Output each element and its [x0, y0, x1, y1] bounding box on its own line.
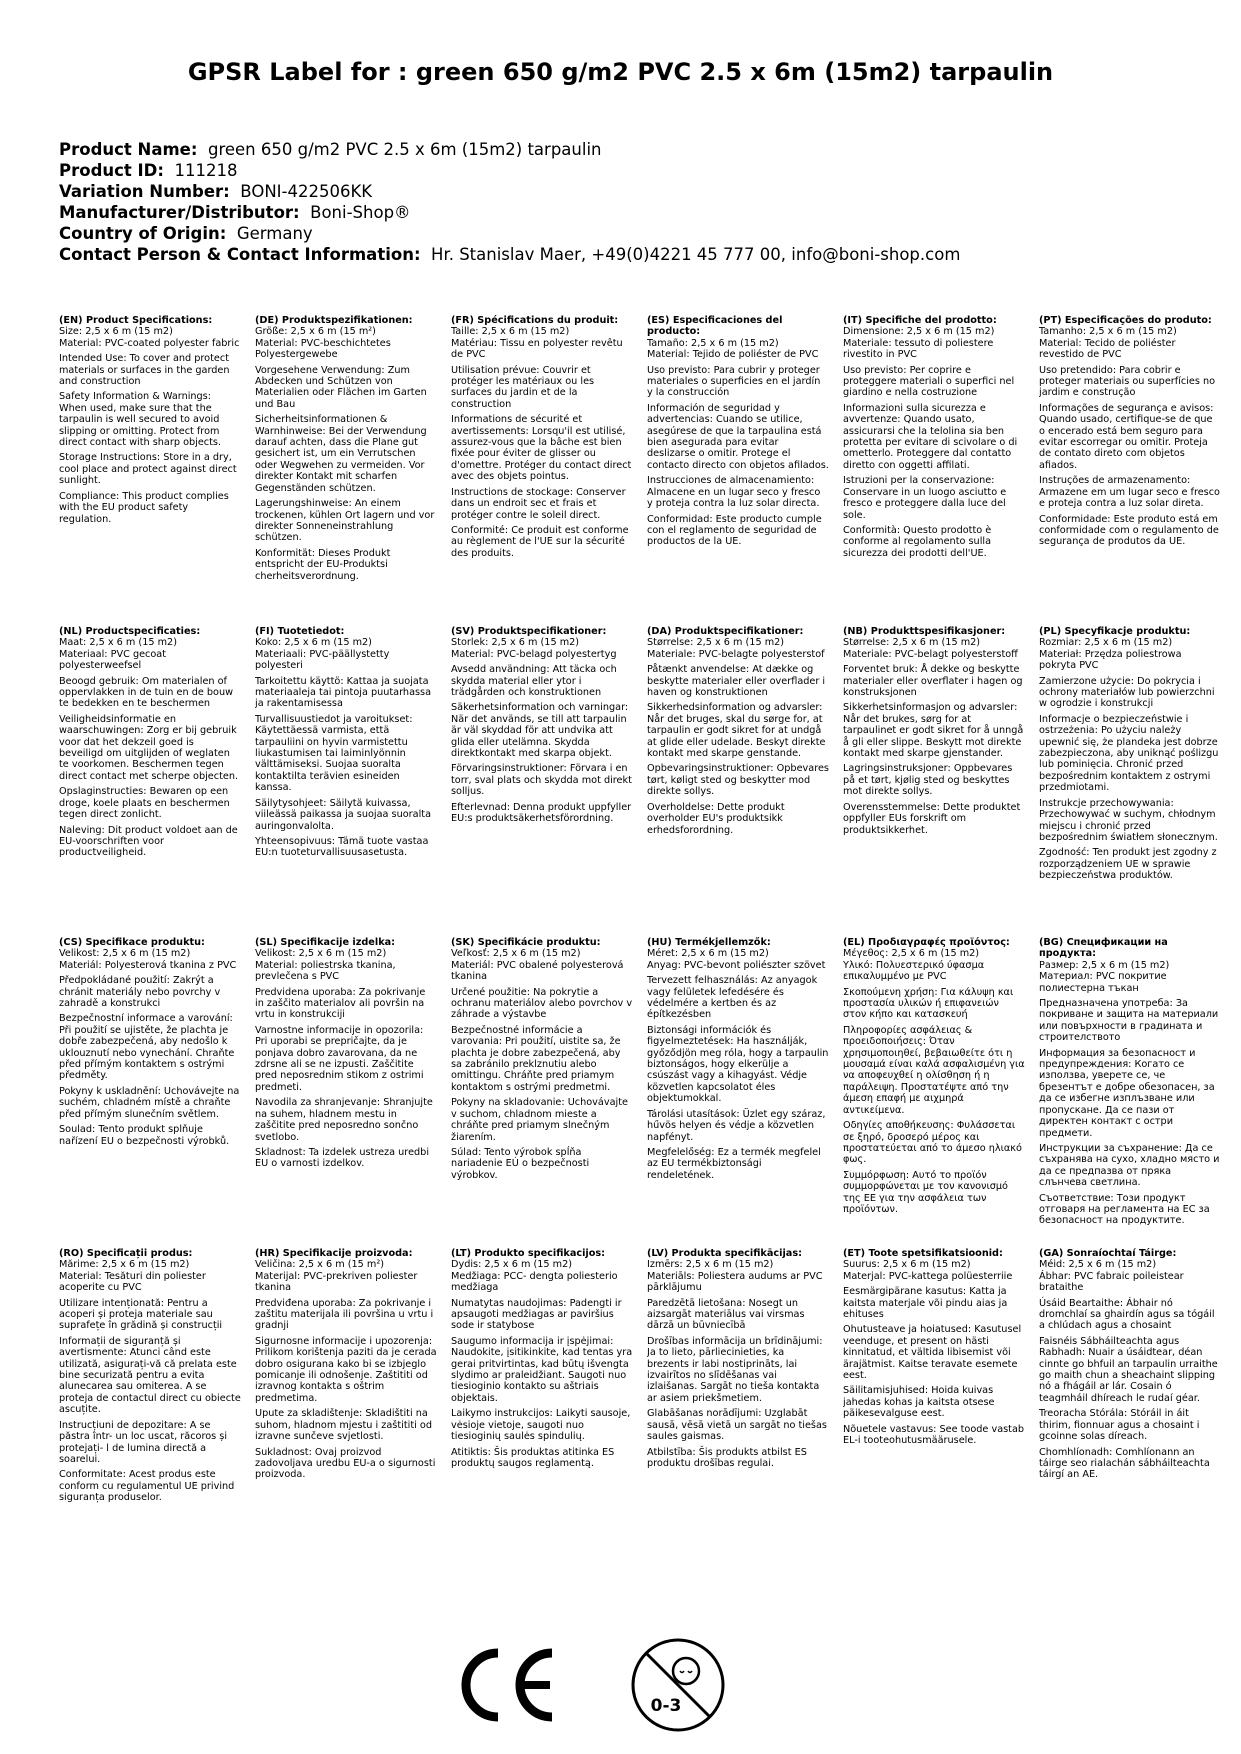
- spec-paragraph: Rozmiar: 2,5 x 6 m (15 m2) Materiał: Przędza poliestrowa pokryta PVC: [1039, 637, 1182, 672]
- spec-paragraph: Størrelse: 2,5 x 6 m (15 m2) Materiale: PVC-belagt polyesterstoff: [843, 637, 1018, 660]
- spec-paragraph: Lagerungshinweise: An einem trockenen, kühlen Ort lagern und vor direkter Sonneneinstrahlung schützen.: [255, 498, 435, 544]
- spec-paragraph: Tárolási utasítások: Üzlet egy száraz, hűvös helyen és védje a közvetlen napfényt.: [647, 1108, 826, 1143]
- spec-paragraph: Úsáid Beartaithe: Ábhair nó dromchlaí sa ghairdín agus sa tógáil a chlúdach agus a chosaint: [1039, 1297, 1215, 1332]
- spec-heading: (LV) Produkta specifikācijas:: [647, 1248, 802, 1259]
- info-row: [59, 139, 1189, 160]
- spec-heading: (LT) Produkto specifikacijos:: [451, 1248, 606, 1259]
- spec-paragraph: Koko: 2,5 x 6 m (15 m2) Materiaali: PVC-päällystetty polyesteri: [255, 637, 390, 672]
- spec-paragraph: Storage Instructions: Store in a dry, cool place and protect against direct sunlight.: [59, 452, 237, 487]
- spec-paragraph: Předpokládané použití: Zakrýt a chránit materiály nebo povrchy v zahradě a konstrukci: [59, 975, 221, 1010]
- spec-paragraph: Tervezett felhasználás: Az anyagok vagy felületek lefedésére és védelmére a kertben és az építkezésben: [647, 975, 818, 1021]
- spec-paragraph: Faisnéis Sábháilteachta agus Rabhadh: Nuair a úsáidtear, déan cinnte go bhfuil an tarpaulin urraithe go maith chun a sheachaint slipping nó a fhágáil ar lár. Cosain ó teagmháil dhíreach le rudaí géar.: [1039, 1335, 1218, 1404]
- spec-paragraph: Informații de siguranță și avertismente: Atunci când este utilizată, asigurați-vă că prelata este bine securizată pentru a evita alunecarea sau omiterea. A se proteja de contactul direct cu obiecte ascuțite.: [59, 1335, 241, 1416]
- spec-paragraph: Atbilstība: Šis produkts atbilst ES produktu drošības regulai.: [647, 1446, 807, 1469]
- spec-paragraph: Conformidad: Este producto cumple con el reglamento de seguridad de productos de la UE.: [647, 513, 822, 548]
- spec-section: [59, 1248, 241, 1508]
- spec-section: [1039, 1248, 1221, 1485]
- spec-section: [843, 626, 1025, 840]
- info-value: Hr. Stanislav Maer, +49(0)4221 45 777 00, info@boni-shop.com: [431, 245, 961, 264]
- spec-paragraph: Chomhlíonadh: Comhlíonann an táirge seo rialachán sábháilteachta táirgí an AE.: [1039, 1446, 1210, 1481]
- spec-paragraph: Instrucțiuni de depozitare: A se păstra într- un loc uscat, răcoros și protejați- l de lumina directă a soarelui.: [59, 1419, 228, 1465]
- spec-paragraph: Forventet bruk: Å dekke og beskytte materialer eller overflater i hagen og konstruksjonen: [843, 664, 1023, 699]
- spec-heading: (FR) Spécifications du produit:: [451, 315, 619, 326]
- spec-heading: (DE) Produktspezifikationen:: [255, 315, 413, 326]
- spec-paragraph: Sikkerhetsinformasjon og advarsler: Når det brukes, sørg for at tarpaulinet er godt sikret for å unngå å gli eller slippe. Beskytt mot direkte kontakt med skarpe gjenstander.: [843, 702, 1024, 760]
- spec-paragraph: Yhteensopivuus: Tämä tuote vastaa EU:n tuoteturvallisuusasetusta.: [255, 835, 429, 859]
- info-label: Contact Person & Contact Information:: [59, 245, 421, 264]
- spec-paragraph: Informacje o bezpieczeństwie i ostrzeżenia: Po użyciu należy upewnić się, że plandeka jest dobrze zabezpieczona, aby uniknąć poślizgu lub pominięcia. Chronić przed bezpośrednim kontaktem z ostrymi przedmiotami.: [1039, 713, 1219, 794]
- spec-paragraph: Opbevaringsinstruktioner: Opbevares tørt, køligt sted og beskytter mod direkte sollys.: [647, 763, 829, 798]
- ce-mark-icon: [450, 1645, 560, 1725]
- spec-heading: (SL) Specifikacije izdelka:: [255, 937, 396, 948]
- info-label: Variation Number:: [59, 182, 230, 201]
- spec-paragraph: Megfelelőség: Ez a termék megfelel az EU termékbiztonsági rendeletének.: [647, 1146, 821, 1181]
- spec-paragraph: Nõuetele vastavus: See toode vastab EL-i tooteohutusmäärusele.: [843, 1423, 1025, 1447]
- no-children-icon: [628, 1635, 728, 1735]
- spec-paragraph: Vorgesehene Verwendung: Zum Abdecken und Schützen von Materialien oder Flächen im Garten und Bau: [255, 364, 427, 410]
- spec-paragraph: Tarkoitettu käyttö: Kattaa ja suojata materiaaleja tai pintoja puutarhassa ja rakentamisessa: [255, 675, 432, 710]
- spec-heading: (EN) Product Specifications:: [59, 315, 213, 326]
- spec-paragraph: Drošības informācija un brīdinājumi: Ja to lieto, pārliecinieties, ka brezents ir labi nostiprināts, lai izvairītos no slīdēšanas vai izlaišanas. Sargāt no tieša kontakta ar asiem priekšmetiem.: [647, 1335, 823, 1404]
- spec-paragraph: Informations de sécurité et avertissements: Lorsqu'il est utilisé, assurez-vous que la bâche est bien fixée pour éviter de glisser ou d'omettre. Protéger du contact direct avec des objets pointus.: [451, 414, 632, 483]
- spec-section: [647, 315, 829, 552]
- spec-paragraph: Efterlevnad: Denna produkt uppfyller EU:s produktsäkerhetsförordning.: [451, 801, 632, 825]
- spec-paragraph: Taille: 2,5 x 6 m (15 m2) Matériau: Tissu en polyester revêtu de PVC: [451, 326, 623, 361]
- spec-section: [1039, 937, 1221, 1231]
- spec-paragraph: Съответствие: Този продукт отговаря на регламента на ЕС за безопасност на продуктите.: [1039, 1192, 1210, 1227]
- spec-section: [451, 1248, 633, 1473]
- info-row: [59, 202, 1189, 223]
- spec-heading: (PL) Specyfikacje produktu:: [1039, 626, 1191, 637]
- spec-paragraph: Conformité: Ce produit est conforme au règlement de l'UE sur la sécurité des produits.: [451, 524, 629, 559]
- spec-section: [59, 626, 241, 863]
- spec-paragraph: Compliance: This product complies with the EU product safety regulation.: [59, 490, 229, 525]
- spec-paragraph: Conformitate: Acest produs este conform cu regulamentul UE privind siguranța produselor.: [59, 1469, 235, 1504]
- spec-paragraph: Πληροφορίες ασφάλειας & προειδοποιήσεις: Όταν χρησιμοποιηθεί, βεβαιωθείτε ότι η μουσαμά είναι καλά ασφαλισμένη για να αποφευχθεί η ολίσθηση ή η παράλειψη. Προστατέψτε από την άμεση επαφή με αιχμηρά αντικείμενα.: [843, 1024, 1025, 1116]
- spec-paragraph: Sikkerhedsinformation og advarsler: Når det bruges, skal du sørge for, at tarpaulin er godt sikret for at undgå at glide eller udelade. Beskyt direkte kontakt med skarpe genstande.: [647, 702, 826, 760]
- spec-paragraph: Предназначена употреба: За покриване и защита на материали или повърхности в градината и строителството: [1039, 998, 1219, 1044]
- spec-paragraph: Varnostne informacije in opozorila: Pri uporabi se prepričajte, da je ponjava dobro zavarovana, da ne zdrsne ali se ne izpusti. Zaščitite pred neposrednim stikom z ostrimi predmeti.: [255, 1024, 424, 1093]
- spec-section: [843, 1248, 1025, 1451]
- spec-paragraph: Utilizare intenționată: Pentru a acoperi și proteja materiale sau suprafețe în grădină și construcții: [59, 1297, 223, 1332]
- info-label: Manufacturer/Distributor:: [59, 203, 300, 222]
- info-row: [59, 223, 1189, 244]
- spec-paragraph: Safety Information & Warnings: When used, make sure that the tarpaulin is well secured to avoid slipping or omitting. Protect from direct contact with sharp objects.: [59, 391, 222, 449]
- spec-paragraph: Opslaginstructies: Bewaren op een droge, koele plaats en beschermen tegen direct zonlicht.: [59, 786, 230, 821]
- spec-paragraph: Size: 2,5 x 6 m (15 m2) Material: PVC-coated polyester fabric: [59, 326, 240, 349]
- spec-paragraph: Bezpečnostné informácie a varovania: Pri použití, uistite sa, že plachta je dobre zabezpečená, aby sa zabránilo preklznutiu alebo omittingu. Chráňte pred priamym kontaktom s ostrými predmetmi.: [451, 1024, 621, 1093]
- spec-paragraph: Tamanho: 2,5 x 6 m (15 m2) Material: Tecido de poliéster revestido de PVC: [1039, 326, 1177, 361]
- spec-paragraph: Säkerhetsinformation och varningar: När det används, se till att tarpaulin är väl skyddad för att undvika att glida eller utelämna. Skydda direktkontakt med skarpa objekt.: [451, 702, 629, 760]
- spec-paragraph: Velikost: 2,5 x 6 m (15 m2) Materiál: Polyesterová tkanina z PVC: [59, 948, 237, 971]
- spec-paragraph: Súlad: Tento výrobok spĺňa nariadenie EÚ o bezpečnosti výrobkov.: [451, 1146, 590, 1181]
- spec-grid: [59, 315, 1229, 1715]
- spec-paragraph: Paredzētā lietošana: Nosegt un aizsargāt materiālus vai virsmas dārzā un būvniecībā: [647, 1297, 805, 1332]
- spec-paragraph: Overholdelse: Dette produkt overholder EU's produktsikk erhedsforordning.: [647, 801, 785, 836]
- info-value: Germany: [236, 224, 313, 243]
- spec-section: [59, 937, 241, 1151]
- spec-paragraph: Dydis: 2,5 x 6 m (15 m2) Medžiaga: PCC- dengta poliesterio medžiaga: [451, 1259, 618, 1294]
- spec-heading: (NL) Productspecificaties:: [59, 626, 201, 637]
- spec-paragraph: Dimensione: 2,5 x 6 m (15 m2) Materiale: tessuto di poliestere rivestito in PVC: [843, 326, 995, 361]
- spec-heading: (SV) Produktspecifikationer:: [451, 626, 607, 637]
- info-value: 111218: [174, 161, 238, 180]
- spec-paragraph: Zgodność: Ten produkt jest zgodny z rozporządzeniem UE w sprawie bezpieczeństwa produktów.: [1039, 847, 1217, 882]
- spec-paragraph: Skladnost: Ta izdelek ustreza uredbi EU o varnosti izdelkov.: [255, 1146, 430, 1170]
- spec-paragraph: Konformität: Dieses Produkt entspricht der EU-Produktsi cherheitsverordnung.: [255, 547, 391, 582]
- spec-paragraph: Velikost: 2,5 x 6 m (15 m2) Material: poliestrska tkanina, prevlečena s PVC: [255, 948, 396, 983]
- spec-paragraph: Numatytas naudojimas: Padengti ir apsaugoti medžiagas ar paviršius sode ir statybose: [451, 1297, 622, 1332]
- info-row: [59, 244, 1189, 265]
- spec-section: [451, 937, 633, 1185]
- spec-paragraph: Ohutusteave ja hoiatused: Kasutusel veenduge, et present on hästi kinnitatud, et vältida libisemist või ärajätmist. Kaitse teravate esemete eest.: [843, 1324, 1022, 1382]
- spec-heading: (PT) Especificações do produto:: [1039, 315, 1212, 326]
- spec-heading: (FI) Tuotetiedot:: [255, 626, 345, 637]
- spec-paragraph: Izmērs: 2,5 x 6 m (15 m2) Materiāls: Poliestera audums ar PVC pārklājumu: [647, 1259, 823, 1294]
- spec-paragraph: Méret: 2,5 x 6 m (15 m2) Anyag: PVC-bevont poliészter szövet: [647, 948, 826, 971]
- spec-paragraph: Påtænkt anvendelse: At dække og beskytte materialer eller overflader i haven og konstruktionen: [647, 664, 826, 699]
- spec-section: [843, 937, 1025, 1219]
- spec-paragraph: Sukladnost: Ovaj proizvod zadovoljava uredbu EU-a o sigurnosti proizvoda.: [255, 1446, 436, 1481]
- spec-paragraph: Upute za skladištenje: Skladištiti na suhom, hladnom mjestu i zaštititi od izravne sunčeve svjetlosti.: [255, 1408, 432, 1443]
- spec-section: [255, 315, 437, 586]
- info-value: Boni-Shop®: [310, 203, 411, 222]
- spec-paragraph: Размер: 2,5 x 6 m (15 m2) Материал: PVC покритие полиестерна тъкан: [1039, 959, 1170, 994]
- spec-section: [1039, 315, 1221, 552]
- spec-paragraph: Beoogd gebruik: Om materialen of oppervlakken in de tuin en de bouw te bedekken en te beschermen: [59, 675, 234, 710]
- spec-paragraph: Predvidena uporaba: Za pokrivanje in zaščito materialov ali površin na vrtu in konstrukciji: [255, 986, 426, 1021]
- spec-paragraph: Istruzioni per la conservazione: Conservare in un luogo asciutto e fresco e proteggere dalla luce del sole.: [843, 475, 1007, 521]
- spec-paragraph: Instruções de armazenamento: Armazene em um lugar seco e fresco e proteja contra a luz solar direta.: [1039, 475, 1220, 510]
- spec-heading: (SK) Špecifikácie produktu:: [451, 937, 601, 948]
- spec-heading: (HR) Specifikacije proizvoda:: [255, 1248, 413, 1259]
- spec-paragraph: Určené použitie: Na pokrytie a ochranu materiálov alebo povrchov v záhrade a výstavbe: [451, 986, 633, 1021]
- spec-paragraph: Maat: 2,5 x 6 m (15 m2) Materiaal: PVC gecoat polyesterweefsel: [59, 637, 177, 672]
- spec-section: [451, 315, 633, 563]
- page-title: GPSR Label for : green 650 g/m2 PVC 2.5 x 6m (15m2) tarpaulin: [187, 58, 1054, 86]
- spec-paragraph: Zamierzone użycie: Do pokrycia i ochrony materiałów lub powierzchni w ogrodzie i konstrukcji: [1039, 675, 1215, 710]
- spec-paragraph: Uso pretendido: Para cobrir e proteger materiais ou superfícies no jardim e construção: [1039, 364, 1216, 399]
- spec-paragraph: Utilisation prévue: Couvrir et protéger les matériaux ou les surfaces du jardin et de la construction: [451, 364, 595, 410]
- spec-paragraph: Informazioni sulla sicurezza e avvertenze: Quando usato, assicurarsi che la telolina sia ben protetta per evitare di scivolare o di ometterlo. Proteggere dal contatto diretto con oggetti affilati.: [843, 402, 1018, 471]
- spec-heading: (RO) Specificații produs:: [59, 1248, 193, 1259]
- spec-paragraph: Instrukcje przechowywania: Przechowywać w suchym, chłodnym miejscu i chronić przed bezpośrednim światłem słonecznym.: [1039, 797, 1218, 843]
- spec-paragraph: Storlek: 2,5 x 6 m (15 m2) Material: PVC-belagd polyestertyg: [451, 637, 617, 660]
- spec-paragraph: Tamaño: 2,5 x 6 m (15 m2) Material: Tejido de poliéster de PVC: [647, 337, 819, 361]
- spec-paragraph: Veľkosť: 2,5 x 6 m (15 m2) Materiál: PVC obalené polyesterová tkanina: [451, 948, 624, 983]
- spec-paragraph: Saugumo informacija ir įspėjimai: Naudokite, įsitikinkite, kad tentas yra gerai pritvirtintas, kad būtų išvengta slydimo ar praleidžiant. Saugoti nuo tiesioginio kontakto su aštriais objektais.: [451, 1335, 633, 1404]
- spec-paragraph: Conformità: Questo prodotto è conforme al regolamento sulla sicurezza dei prodotti dell'UE.: [843, 524, 992, 559]
- spec-paragraph: Uso previsto: Per coprire e proteggere materiali o superfici nel giardino e nella costruzione: [843, 364, 1015, 399]
- spec-paragraph: Größe: 2,5 x 6 m (15 m²) Material: PVC-beschichtetes Polyestergewebe: [255, 326, 391, 361]
- spec-paragraph: Bezpečnostní informace a varování: Při použití se ujistěte, že plachta je dobře zabezpečená, aby nedošlo k uklouznutí nebo vynechání. Chraňte před přímým kontaktem s ostrými předměty.: [59, 1013, 235, 1082]
- spec-heading: (ET) Toote spetsifikatsioonid:: [843, 1248, 1003, 1259]
- info-value: BONI-422506KK: [240, 182, 373, 201]
- spec-section: [59, 315, 241, 529]
- spec-paragraph: Pokyny k uskladnění: Uchovávejte na suchém, chladném místě a chraňte před přímým slunečním světlem.: [59, 1085, 240, 1120]
- spec-paragraph: Méid: 2,5 x 6 m (15 m2) Ábhar: PVC fabraic poileistear brataithe: [1039, 1259, 1184, 1294]
- spec-section: [451, 626, 633, 829]
- spec-paragraph: Sicherheitsinformationen & Warnhinweise: Bei der Verwendung darauf achten, dass die Plane gut gesichert ist, um ein Verrutschen oder Wegwehen zu vermeiden. Vor direkter Kontakt mit scharfen Gegenständen schützen.: [255, 414, 427, 494]
- spec-paragraph: Uso previsto: Para cubrir y proteger materiales o superficies en el jardín y la construcción: [647, 364, 821, 399]
- spec-paragraph: Navodila za shranjevanje: Shranjujte na suhem, hladnem mestu in zaščitite pred neposredno sončno svetlobo.: [255, 1097, 433, 1143]
- spec-paragraph: Intended Use: To cover and protect materials or surfaces in the garden and construction: [59, 353, 230, 388]
- age-label: 0-3: [650, 1696, 682, 1716]
- spec-paragraph: Σκοπούμενη χρήση: Για κάλυψη και προστασία υλικών ή επιφανειών στον κήπο και κατασκευή: [843, 986, 1014, 1021]
- spec-paragraph: Veiligheidsinformatie en waarschuwingen: Zorg er bij gebruik voor dat het dekzeil goed is beveiligd om uitglijden of weglaten te voorkomen. Beschermen tegen direct contact met scherpe objecten.: [59, 713, 239, 782]
- spec-heading: (GA) Sonraíochtaí Táirge:: [1039, 1248, 1177, 1259]
- spec-paragraph: Biztonsági információk és figyelmeztetések: Ha használják, győződjön meg róla, hogy a tarpaulin biztonságos, hogy elkerülje a csúszást vagy a kihagyást. Védje közvetlen kapcsolatot éles objektumokkal.: [647, 1024, 829, 1105]
- spec-paragraph: Laikymo instrukcijos: Laikyti sausoje, vėsioje vietoje, saugoti nuo tiesioginių saulės spindulių.: [451, 1408, 631, 1443]
- spec-heading: (BG) Спецификации на продукта:: [1039, 937, 1168, 960]
- spec-paragraph: Lagringsinstruksjoner: Oppbevares på et tørt, kjølig sted og beskyttes mot direkte sollys.: [843, 763, 1013, 798]
- spec-paragraph: Størrelse: 2,5 x 6 m (15 m2) Materiale: PVC-belagte polyesterstof: [647, 637, 825, 660]
- spec-paragraph: Instructions de stockage: Conserver dans un endroit sec et frais et protéger contre le soleil direct.: [451, 486, 626, 521]
- spec-paragraph: Οδηγίες αποθήκευσης: Φυλάσσεται σε ξηρό, δροσερό μέρος και προστατεύεται από το άμεσο ηλιακό φως.: [843, 1120, 1022, 1166]
- product-info: [59, 139, 1189, 265]
- spec-paragraph: Инструкции за съхранение: Да се съхранява на сухо, хладно място и да се предпазва от пряка слънчева светлина.: [1039, 1142, 1220, 1189]
- certification-logos: [450, 1635, 750, 1735]
- spec-paragraph: Informações de segurança e avisos: Quando usado, certifique-se de que o encerado está bem seguro para evitar escorregar ou omitir. Proteja de contato direto com objetos afiados.: [1039, 402, 1214, 471]
- spec-heading: (ES) Especificaciones del producto:: [647, 315, 783, 338]
- spec-paragraph: Συμμόρφωση: Αυτό το προϊόν συμμορφώνεται με τον κανονισμό της ΕΕ για την ασφάλεια των προϊόντων.: [843, 1169, 1008, 1215]
- spec-section: [647, 937, 829, 1185]
- info-label: Product ID:: [59, 161, 164, 180]
- spec-paragraph: Turvallisuustiedot ja varoitukset: Käytettäessä varmista, että tarpauliini on hyvin varmistettu liukastumisen tai laiminlyönnin välttämiseksi. Suojaa suoralta kontaktilta terävien esineiden kanssa.: [255, 713, 413, 794]
- spec-paragraph: Μέγεθος: 2,5 x 6 m (15 m2) Υλικό: Πολυεστερικό ύφασμα επικαλυμμένο με PVC: [843, 948, 985, 983]
- spec-section: [255, 626, 437, 863]
- spec-paragraph: Pokyny na skladovanie: Uchovávajte v suchom, chladnom mieste a chráňte pred priamym slnečným žiarením.: [451, 1097, 628, 1143]
- spec-paragraph: Suurus: 2,5 x 6 m (15 m2) Materjal: PVC-kattega polüesterriie: [843, 1259, 1013, 1282]
- info-row: [59, 160, 1189, 181]
- info-row: [59, 181, 1189, 202]
- spec-heading: (CS) Specifikace produktu:: [59, 937, 205, 948]
- spec-section: [255, 937, 437, 1174]
- spec-paragraph: Информация за безопасност и предупреждения: Когато се използва, уверете се, че брезентът е добре обезопасен, за да се избегне изплъзване или пропускане. Да се пази от директен контакт с остри предмети.: [1039, 1047, 1215, 1139]
- spec-paragraph: Atitiktis: Šis produktas atitinka ES produktų saugos reglamentą.: [451, 1446, 615, 1469]
- spec-paragraph: Veličina: 2,5 x 6 m (15 m²) Materijal: PVC-prekriven poliester tkanina: [255, 1259, 418, 1294]
- info-value: green 650 g/m2 PVC 2.5 x 6m (15m2) tarpaulin: [207, 140, 602, 159]
- spec-section: [1039, 626, 1221, 886]
- spec-paragraph: Instrucciones de almacenamiento: Almacene en un lugar seco y fresco y proteja contra la luz solar directa.: [647, 475, 821, 510]
- spec-section: [647, 626, 829, 840]
- spec-paragraph: Avsedd användning: Att täcka och skydda material eller ytor i trädgården och konstruktionen: [451, 664, 617, 699]
- spec-paragraph: Säilitamisjuhised: Hoida kuivas jahedas kohas ja kaitsta otsese päikesevalguse eest.: [843, 1385, 995, 1420]
- spec-section: [255, 1248, 437, 1485]
- spec-heading: (DA) Produktspecifikationer:: [647, 626, 804, 637]
- spec-paragraph: Conformidade: Este produto está em conformidade com o regulamento de segurança de produtos da UE.: [1039, 513, 1219, 548]
- spec-heading: (NB) Produkttspesifikasjoner:: [843, 626, 1006, 637]
- spec-paragraph: Mărime: 2,5 x 6 m (15 m2) Material: Tesături din poliester acoperite cu PVC: [59, 1259, 206, 1294]
- spec-paragraph: Säilytysohjeet: Säilytä kuivassa, viileässä paikassa ja suojaa suoralta auringonvalolta.: [255, 797, 432, 832]
- spec-paragraph: Overensstemmelse: Dette produktet oppfyller EUs forskrift om produktsikkerhet.: [843, 801, 1021, 836]
- spec-paragraph: Förvaringsinstruktioner: Förvara i en torr, sval plats och skydda mot direkt solljus.: [451, 763, 632, 798]
- spec-paragraph: Naleving: Dit product voldoet aan de EU-voorschriften voor productveiligheid.: [59, 824, 238, 859]
- info-label: Product Name:: [59, 140, 198, 159]
- spec-heading: (EL) Προδιαγραφές προϊόντος:: [843, 937, 1010, 948]
- spec-heading: (HU) Termékjellemzők:: [647, 937, 771, 948]
- info-label: Country of Origin:: [59, 224, 227, 243]
- spec-paragraph: Predviđena uporaba: Za pokrivanje i zaštitu materijala ili površina u vrtu i gradnji: [255, 1297, 434, 1332]
- spec-heading: (IT) Specifiche del prodotto:: [843, 315, 997, 326]
- spec-paragraph: Sigurnosne informacije i upozorenja: Prilikom korištenja paziti da je cerada dobro osigurana kako bi se izbjeglo pomicanje ili odnošenje. Zaštititi od izravnog kontakta s oštrim predmetima.: [255, 1335, 437, 1404]
- spec-paragraph: Treoracha Stórála: Stóráil in áit thirim, fionnuar agus a chosaint i gcoinne solas díreach.: [1039, 1408, 1200, 1443]
- spec-section: [647, 1248, 829, 1473]
- spec-paragraph: Soulad: Tento produkt splňuje nařízení EU o bezpečnosti výrobků.: [59, 1124, 230, 1147]
- spec-section: [843, 315, 1025, 563]
- spec-paragraph: Eesmärgipärane kasutus: Katta ja kaitsta materjale või pindu aias ja ehituses: [843, 1286, 1008, 1321]
- spec-paragraph: Glabāšanas norādījumi: Uzglabāt sausā, vēsā vietā un sargāt no tiešas saules gaismas.: [647, 1408, 827, 1443]
- spec-paragraph: Información de seguridad y advertencias: Cuando se utilice, asegúrese de que la tarpaulina está bien asegurada para evitar deslizarse o omitir. Protege el contacto directo con objetos afilados.: [647, 402, 829, 471]
